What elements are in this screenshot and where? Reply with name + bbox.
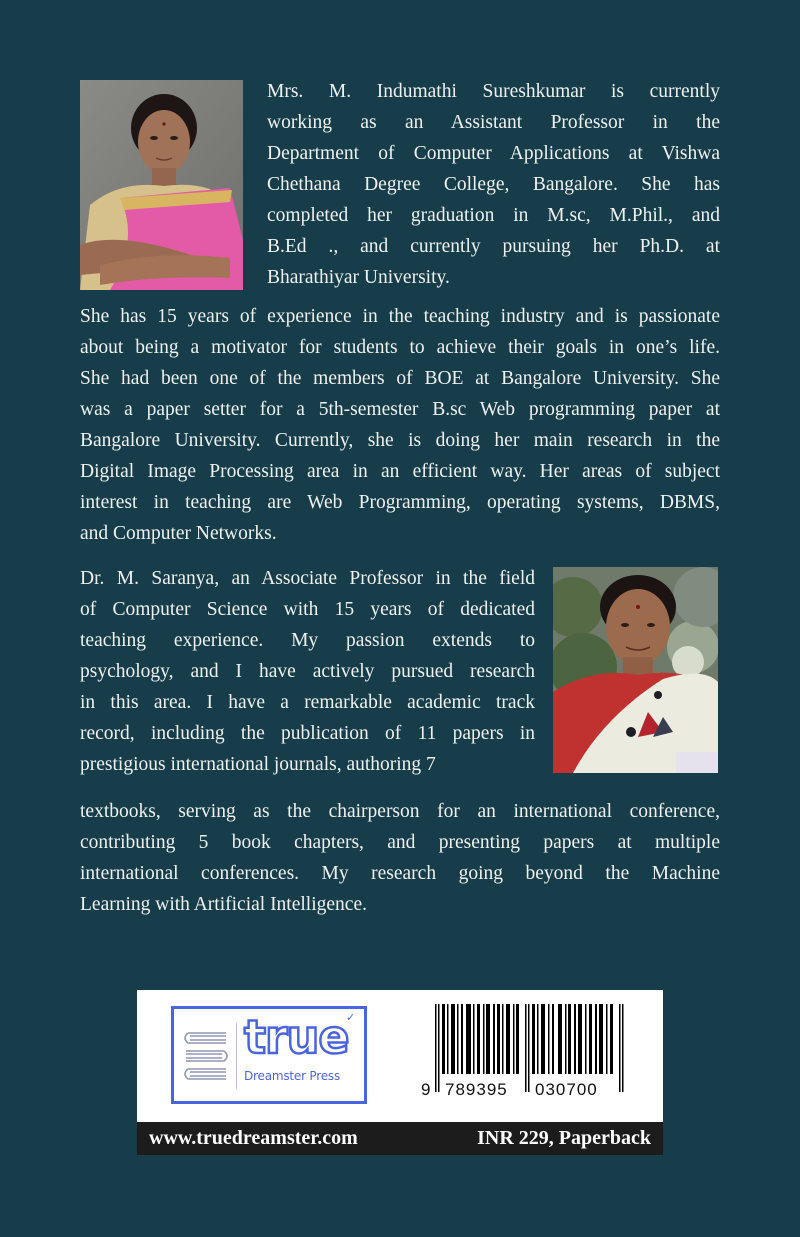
bio-line: Chethana Degree College, Bangalore. She has [267, 174, 720, 195]
bio-line: international conferences. My research going beyond the Machine [80, 863, 720, 884]
check-icon: ✓ [346, 1011, 356, 1024]
author2-photo [553, 567, 718, 773]
bio-line: was a paper setter for a 5th-semester B.sc Web programming paper at [80, 399, 720, 420]
publisher-website-link[interactable]: www.truedreamster.com [149, 1127, 358, 1149]
isbn-digit-group: 030700 [535, 1080, 598, 1099]
author1-photo [80, 80, 243, 290]
bio-line: teaching experience. My passion extends to [80, 630, 535, 651]
bio-line: interest in teaching are Web Programming, operating systems, DBMS, [80, 492, 720, 513]
bio-line: and Computer Networks. [80, 523, 277, 544]
bio-line: Bharathiyar University. [267, 267, 450, 288]
bio-line: Digital Image Processing area in an efficient way. Her areas of subject [80, 461, 720, 482]
bio-line: record, including the publication of 11 papers in [80, 723, 535, 744]
bio-line: Department of Computer Applications at Vishwa [267, 143, 720, 164]
bio-line: psychology, and I have actively pursued research [80, 661, 535, 682]
bio-line: B.Ed ., and currently pursuing her Ph.D. at [267, 236, 720, 257]
bio-line: of Computer Science with 15 years of dedicated [80, 599, 535, 620]
logo-subtitle: Dreamster Press [244, 1069, 341, 1083]
bio-line: prestigious international journals, authoring 7 [80, 754, 436, 775]
books-stack-icon [182, 1029, 230, 1087]
bio-line: Bangalore University. Currently, she is doing her main research in the [80, 430, 720, 451]
bio-line: Dr. M. Saranya, an Associate Professor in the field [80, 568, 535, 589]
author2-bio-detail [80, 796, 720, 920]
bio-line: working as an Assistant Professor in the [267, 112, 720, 133]
isbn-digit-group: 9 [421, 1080, 431, 1099]
logo-wordmark: true [244, 1010, 349, 1064]
isbn-digit-group: 789395 [445, 1080, 508, 1099]
author2-bio-intro [80, 563, 535, 780]
bio-line: Mrs. M. Indumathi Sureshkumar is currently [267, 81, 720, 102]
bio-line: Learning with Artificial Intelligence. [80, 894, 367, 915]
bio-line: completed her graduation in M.sc, M.Phil., and [267, 205, 720, 226]
bio-line: contributing 5 book chapters, and presenting papers at multiple [80, 832, 720, 853]
bio-line: She had been one of the members of BOE at Bangalore University. She [80, 368, 720, 389]
publisher-footer-bar [137, 1122, 663, 1155]
author1-bio-intro [267, 76, 720, 293]
bio-line: textbooks, serving as the chairperson for an international conference, [80, 801, 720, 822]
author2-portrait-image [553, 567, 718, 773]
author1-bio-detail [80, 301, 720, 549]
bio-line: She has 15 years of experience in the teaching industry and is passionate [80, 306, 720, 327]
bio-line: in this area. I have a remarkable academic track [80, 692, 535, 713]
logo-divider [236, 1023, 237, 1089]
bio-line: about being a motivator for students to achieve their goals in one’s life. [80, 337, 720, 358]
isbn-digits [421, 1080, 629, 1099]
publisher-info-box [137, 990, 663, 1155]
author1-portrait-image [80, 80, 243, 290]
publisher-logo [171, 1006, 367, 1104]
price-label: INR 229, Paperback [477, 1127, 651, 1149]
